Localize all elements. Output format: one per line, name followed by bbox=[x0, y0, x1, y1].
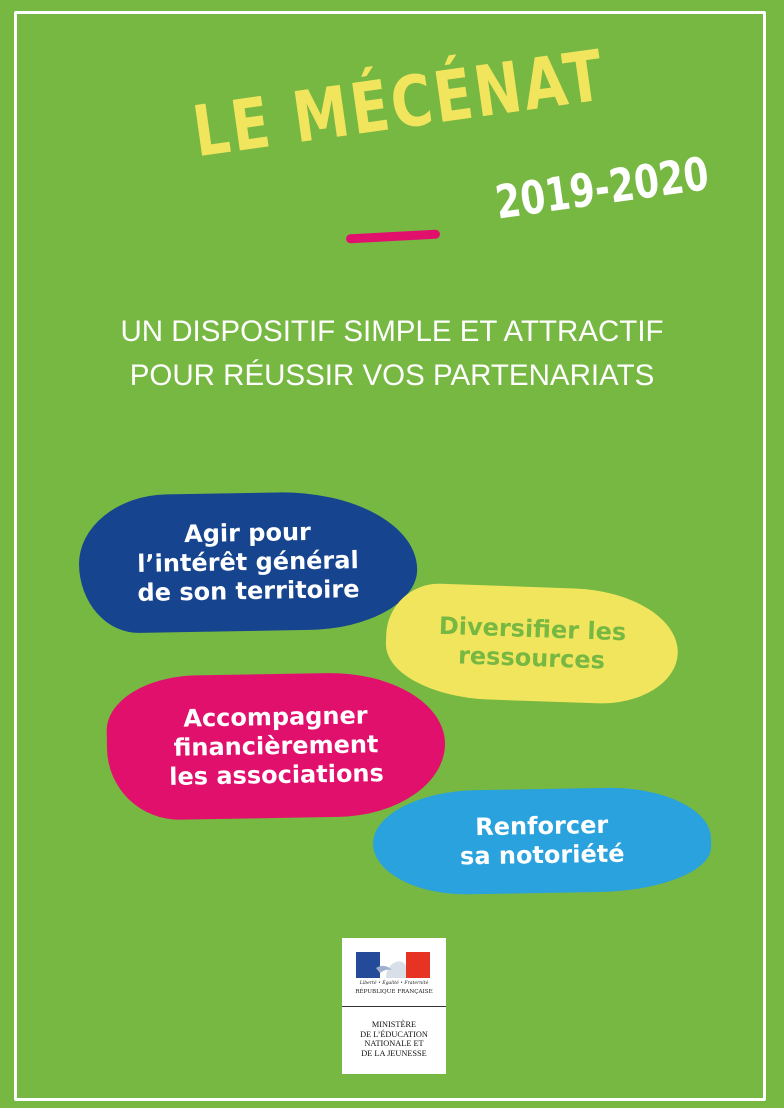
subtitle-line-2: POUR RÉUSSIR VOS PARTENARIATS bbox=[129, 359, 655, 392]
marianne-flag-icon bbox=[356, 952, 430, 978]
benefit-line: les associations bbox=[168, 758, 385, 791]
benefit-line: l’intérêt général bbox=[137, 545, 359, 578]
ministry-line: MINISTÈRE bbox=[371, 1020, 417, 1029]
subtitle bbox=[0, 310, 784, 398]
benefit-line: Diversifier les bbox=[438, 611, 627, 647]
ministry-line: DE LA JEUNESSE bbox=[361, 1048, 427, 1058]
benefit-line: Agir pour bbox=[183, 517, 312, 548]
logo-motto: Liberté • Égalité • Fraternité bbox=[359, 981, 429, 986]
benefit-line: Accompagner bbox=[183, 700, 368, 733]
ministry-line: NATIONALE ET bbox=[364, 1039, 424, 1048]
logo-republique: RÉPUBLIQUE FRANÇAISE bbox=[355, 989, 433, 995]
benefit-line: ressources bbox=[457, 641, 606, 675]
benefit-notoriety bbox=[372, 786, 712, 896]
marianne-block bbox=[342, 938, 446, 1007]
benefit-associations bbox=[106, 671, 446, 821]
ministry-line: DE L’ÉDUCATION bbox=[360, 1029, 428, 1039]
benefit-territory bbox=[78, 490, 418, 634]
benefit-line: financièrement bbox=[173, 729, 379, 762]
page-title: LE MÉCÉNAT bbox=[188, 34, 611, 174]
benefit-line: de son territoire bbox=[137, 574, 360, 607]
benefit-line: Renforcer bbox=[475, 810, 609, 842]
subtitle-line-1: UN DISPOSITIF SIMPLE ET ATTRACTIF bbox=[120, 315, 664, 348]
benefit-line: sa notoriété bbox=[459, 839, 625, 871]
ministry-logo bbox=[342, 938, 446, 1074]
year-range: 2019-2020 bbox=[492, 146, 713, 230]
logo-ministry bbox=[342, 1020, 446, 1058]
